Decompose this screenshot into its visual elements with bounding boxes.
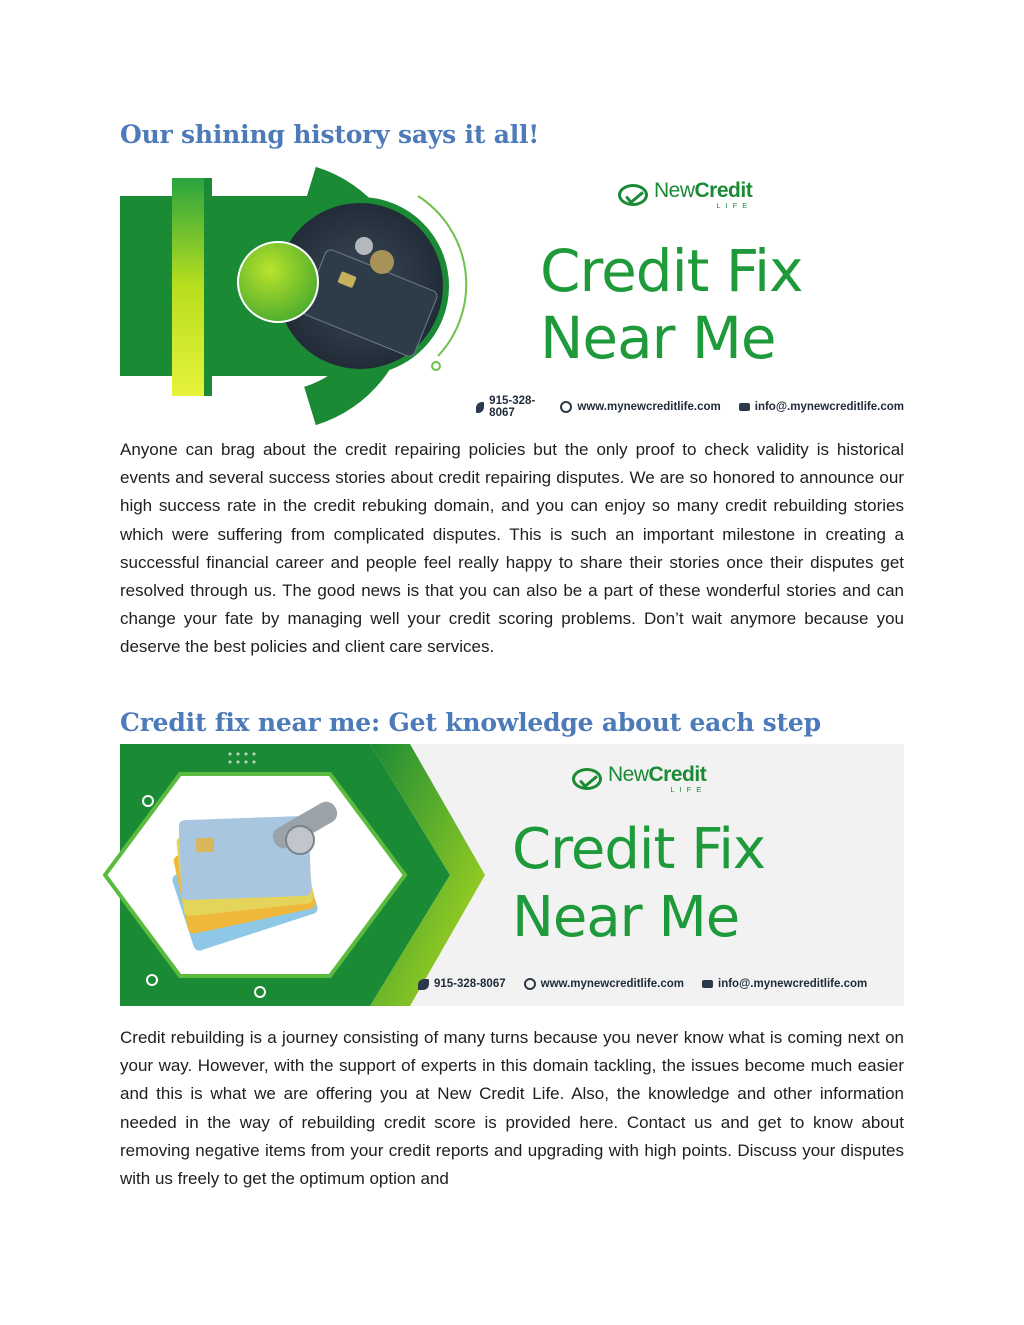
contact-website-2: www.mynewcreditlife.com [540, 978, 684, 990]
contact-email: info@.mynewcreditlife.com [754, 401, 904, 413]
contact-phone: 915-328-8067 [489, 395, 536, 419]
brand-logo [618, 180, 752, 210]
brand-life-2: LIFE [670, 785, 707, 794]
banner2-title-line2: Near Me [512, 885, 740, 950]
section2-paragraph: Credit rebuilding is a journey consisting of many turns because you never know what is coming next on your way. However, with the support of experts in this domain tackling, the issues become much easier and this is what we are offering you at New Credit Life. Also, the knowledge and other information needed in the way of rebuilding credit score is provided here. Contact us and get to know about removing negative items from your credit reports and upgrading with high points. Discuss your disputes with us freely to get the optimum option and [120, 1028, 904, 1189]
banner-title-line1: Credit Fix [540, 237, 803, 305]
banner-credit-fix-1 [120, 176, 904, 419]
logo-check-icon [618, 184, 648, 206]
contact-email-2: info@.mynewcreditlife.com [718, 978, 868, 990]
banner2-title-line1: Credit Fix [512, 817, 766, 882]
phone-icon-2 [418, 979, 429, 990]
contact-website: www.mynewcreditlife.com [577, 401, 721, 413]
brand-life: LIFE [716, 201, 753, 210]
globe-icon-2 [524, 978, 536, 990]
brand-logo-2 [572, 764, 706, 794]
contact-row [476, 395, 904, 419]
contact-row-2 [418, 978, 867, 990]
mail-icon-2 [702, 980, 713, 988]
lime-circle [238, 242, 318, 322]
banner-credit-fix-2 [120, 744, 904, 1006]
mail-icon [739, 403, 750, 411]
phone-icon [476, 402, 484, 413]
banner-title-line2: Near Me [540, 304, 776, 372]
brand-name-2: NewCredit [608, 763, 707, 786]
lime-bar [172, 178, 204, 396]
brand-name: NewCredit [654, 179, 753, 202]
section2-heading: Credit fix near me: Get knowledge about each step [120, 708, 821, 737]
contact-phone-2: 915-328-8067 [434, 978, 506, 990]
globe-icon [560, 401, 572, 413]
section1-heading: Our shining history says it all! [120, 120, 540, 149]
logo-check-icon-2 [572, 768, 602, 790]
section1-paragraph: Anyone can brag about the credit repairing policies but the only proof to check validity is historical events and several success stories about credit repairing disputes. We are so honored to announce our high success rate in the credit rebuking domain, and you can enjoy so many credit rebuilding stories which were suffering from complicated disputes. This is such an important milestone in creating a successful financial career and people feel really happy to share their stories once their disputes get resolved through us. The good news is that you can also be a part of these wonderful stories and can change your fate by managing well your credit scoring problems. Don’t wait anymore because you deserve the best policies and client care services. [120, 440, 904, 657]
